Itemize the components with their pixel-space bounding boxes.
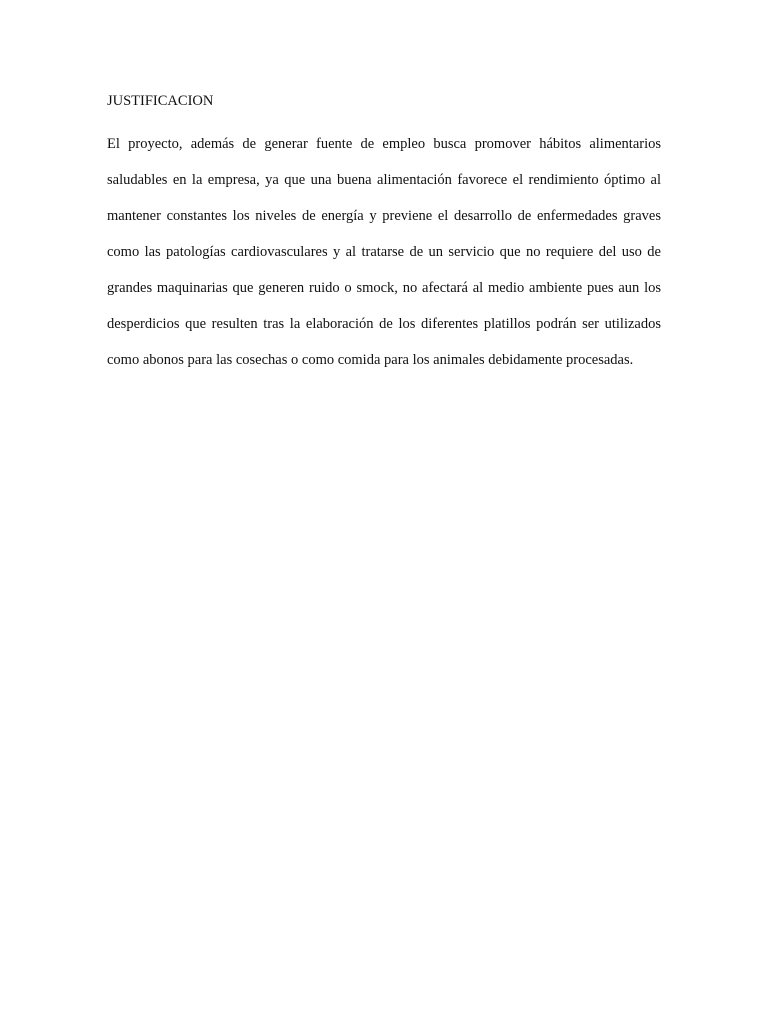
paragraph-line: saludables en la empresa, ya que una buena alimentación favorece el rendimiento óptimo al — [107, 172, 661, 188]
paragraph-line: mantener constantes los niveles de energía y previene el desarrollo de enfermedades graves — [107, 208, 661, 224]
document-heading: JUSTIFICACION — [107, 93, 214, 109]
paragraph-line: como abonos para las cosechas o como comida para los animales debidamente procesadas. — [107, 352, 634, 368]
paragraph-line: como las patologías cardiovasculares y al tratarse de un servicio que no requiere del uso de — [107, 244, 661, 260]
paragraph-line: desperdicios que resulten tras la elaboración de los diferentes platillos podrán ser utilizados — [107, 316, 661, 332]
justification-paragraph — [107, 133, 661, 385]
paragraph-line: El proyecto, además de generar fuente de empleo busca promover hábitos alimentarios — [107, 136, 661, 152]
paragraph-line: grandes maquinarias que generen ruido o smock, no afectará al medio ambiente pues aun los — [107, 280, 661, 296]
